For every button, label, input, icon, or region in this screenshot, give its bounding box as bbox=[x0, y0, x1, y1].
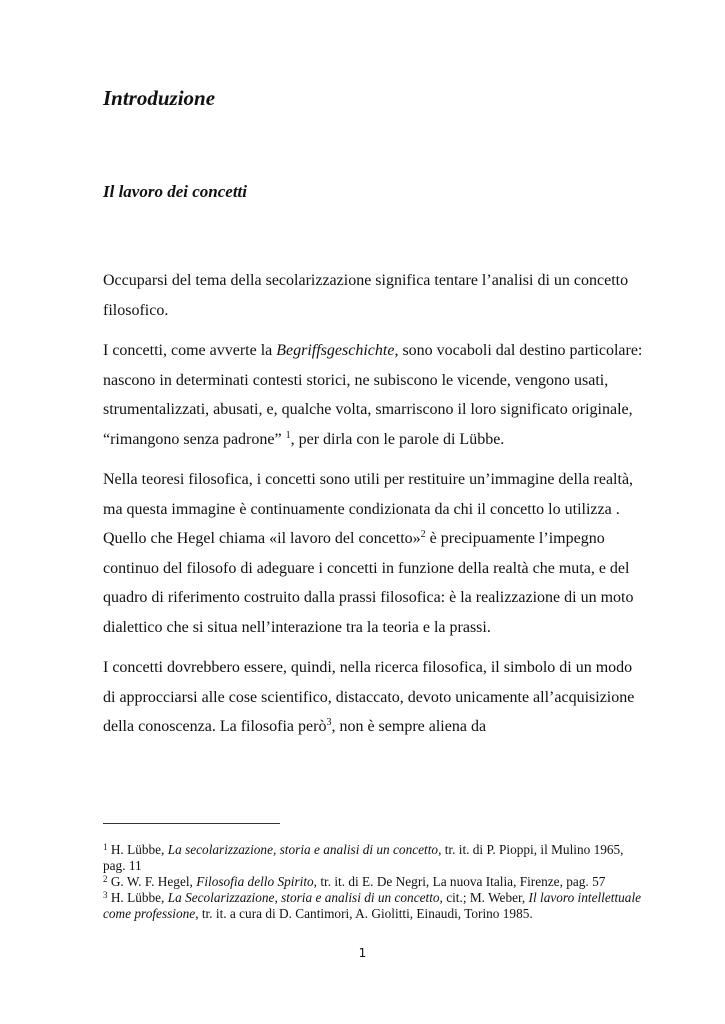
paragraph-4 bbox=[103, 653, 643, 742]
footnote-1 bbox=[103, 842, 648, 874]
footnote-1-text-b: , tr. it. di P. Pioppi, il Mulino 1965, pag. 11 bbox=[103, 842, 624, 873]
paragraph-3-text-b: è precipuamente l’impegno continuo del filosofo di adeguare i concetti in funzione della realtà che muta, e del quadro di riferimento costruito dalla prassi filosofica: è la realizzazione di un moto dialettico che si situa nell’interazione tra la teoria e la prassi. bbox=[103, 530, 634, 636]
paragraph-2 bbox=[103, 336, 643, 454]
paragraph-2-italic-term: Begriffsgeschichte bbox=[276, 342, 395, 359]
footnote-2-text-b: , tr. it. di E. De Negri, La nuova Italia, Firenze, pag. 57 bbox=[313, 874, 606, 889]
paragraph-1 bbox=[103, 266, 643, 325]
paragraph-4-text-b: , non è sempre aliena da bbox=[331, 718, 487, 735]
footnote-2-title: Filosofia dello Spirito bbox=[196, 874, 314, 889]
page-number: 1 bbox=[358, 946, 367, 960]
footnote-3 bbox=[103, 890, 648, 922]
body-text bbox=[103, 266, 643, 753]
footnote-2-number: 2 bbox=[103, 874, 108, 884]
footnotes bbox=[103, 842, 648, 922]
footnote-ref-2[interactable]: 2 bbox=[420, 529, 426, 540]
paragraph-3-text-a: Nella teoresi filosofica, i concetti sono utili per restituire un’immagine della realtà, ma questa immagine è continuamente condizionata da chi il concetto lo utilizza . Quello che Hegel chiama «il lavoro del concetto» bbox=[103, 471, 634, 547]
footnote-3-text-a: H. Lübbe, bbox=[107, 890, 168, 905]
footnote-3-title-2: storia e analisi di un concetto, bbox=[281, 890, 443, 905]
footnote-3-text-c: cit.; M. Weber, bbox=[442, 890, 529, 905]
page-title: Introduzione bbox=[103, 86, 216, 110]
footnote-1-text-a: H. Lübbe, bbox=[107, 842, 168, 857]
paragraph-2-text-b: , sono vocaboli dal destino particolare: nascono in determinati contesti storici, ne subiscono le vicende, vengono usati, strumentalizzati, abusati, e, qualche volta, smarriscono il loro significato originale, “rimangono senza padrone” bbox=[103, 342, 643, 448]
paragraph-1-text: Occuparsi del tema della secolarizzazione significa tentare l’analisi di un concetto filosofico. bbox=[103, 272, 629, 319]
footnote-3-text-d: , tr. it. a cura di D. Cantimori, A. Giolitti, Einaudi, Torino 1985. bbox=[195, 906, 533, 921]
footnote-3-title-3: Il lavoro intellettuale come professione bbox=[103, 890, 642, 921]
paragraph-4-text-a: I concetti dovrebbero essere, quindi, nella ricerca filosofica, il simbolo di un modo di approcciarsi alle cose scientifico, distaccato, devoto unicamente all’acquisizione della conoscenza. La filosofia però bbox=[103, 659, 635, 735]
footnote-1-number: 1 bbox=[103, 842, 108, 852]
footnote-3-number: 3 bbox=[103, 890, 108, 900]
footnote-divider bbox=[103, 823, 280, 824]
paragraph-3 bbox=[103, 465, 643, 642]
footnote-ref-3[interactable]: 3 bbox=[326, 717, 332, 728]
footnote-1-title: La secolarizzazione, storia e analisi di un concetto bbox=[167, 842, 439, 857]
footnote-3-title-1: La Secolarizzazione bbox=[167, 890, 275, 905]
paragraph-2-text-c: , per dirla con le parole di Lübbe. bbox=[290, 430, 505, 448]
footnote-ref-1[interactable]: 1 bbox=[285, 429, 291, 441]
footnote-3-text-b: , bbox=[274, 890, 282, 905]
footnote-2-text-a: G. W. F. Hegel, bbox=[107, 874, 197, 889]
paragraph-2-text-a: I concetti, come avverte la bbox=[103, 342, 277, 359]
footnote-2 bbox=[103, 874, 648, 890]
section-title: Il lavoro dei concetti bbox=[103, 182, 248, 201]
